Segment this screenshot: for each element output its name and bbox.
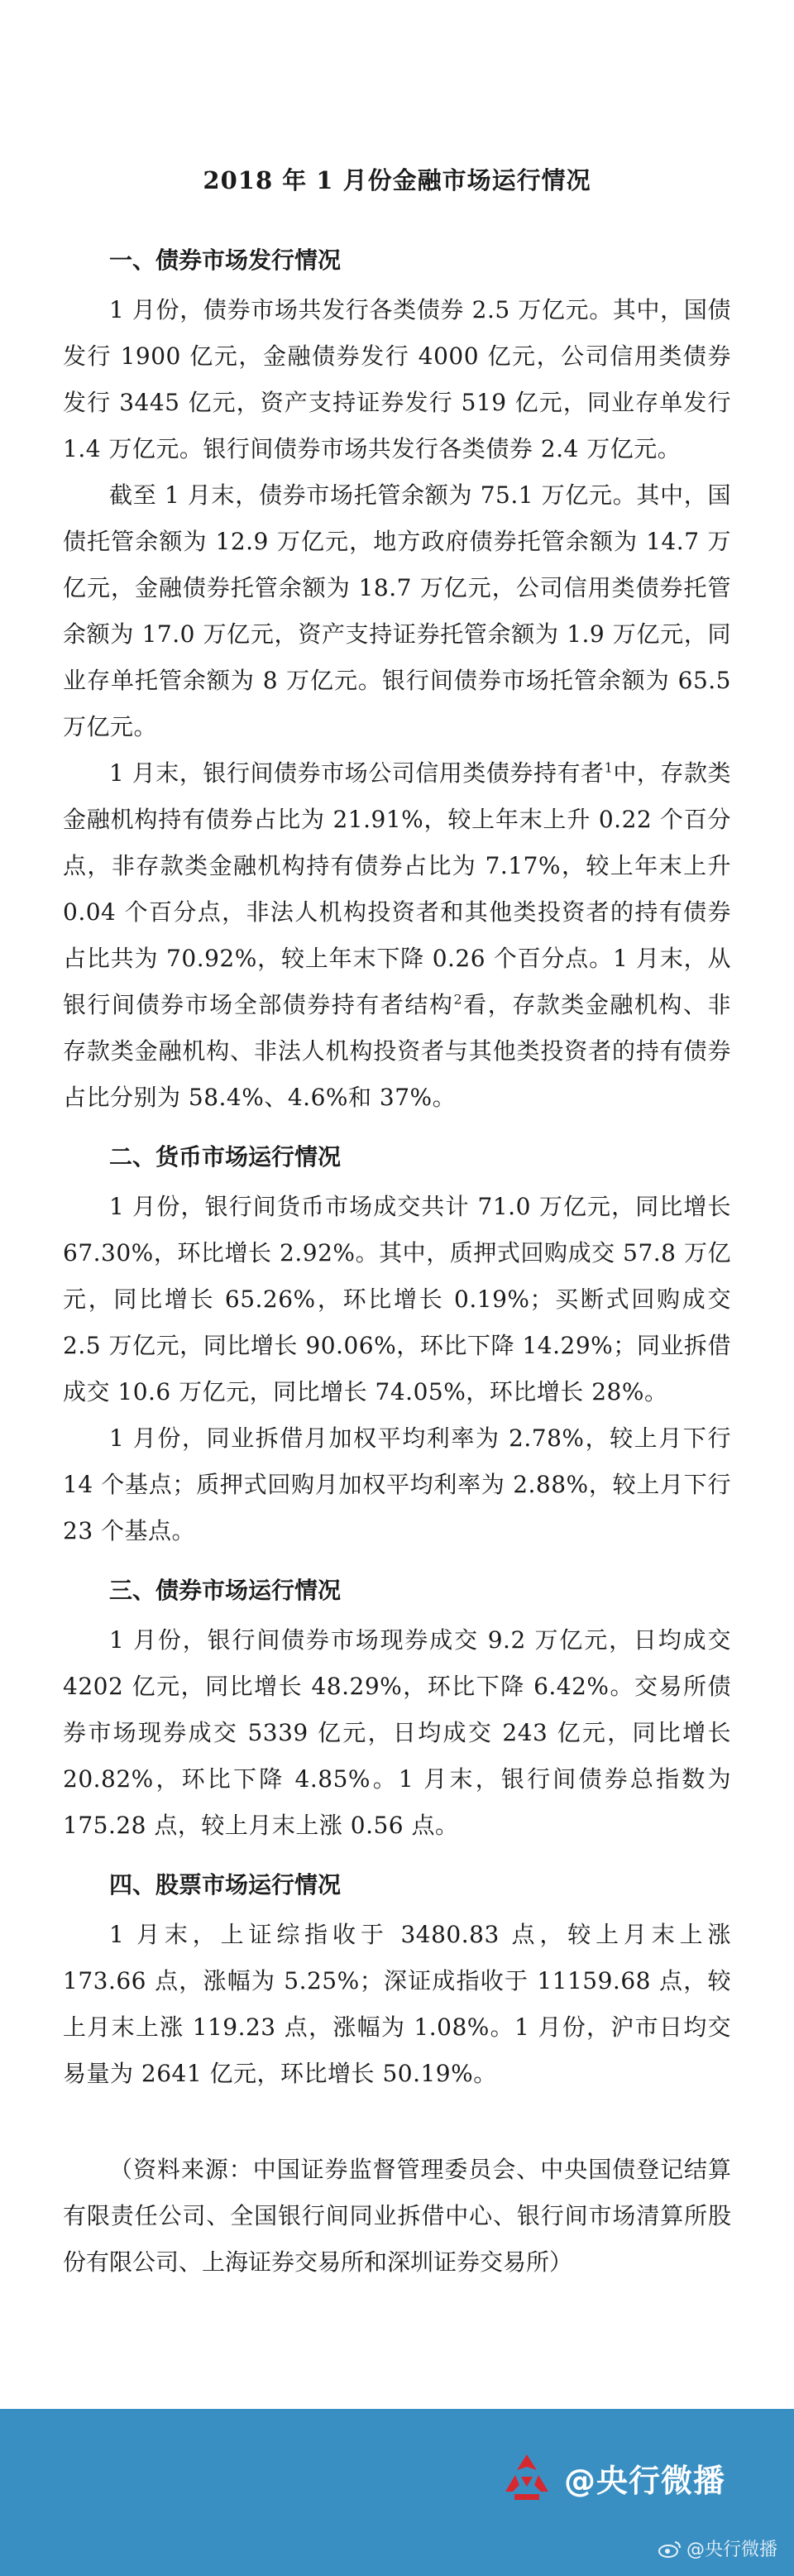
weibo-watermark-text: @央行微播 bbox=[686, 2540, 777, 2560]
weibo-watermark bbox=[658, 2535, 777, 2561]
paragraph-text: 看，存款类金融机构、非存款类金融机构、非法人机构投资者与其他类投资者的持有债券占比分别为 58.4%、4.6%和 37%。 bbox=[63, 991, 731, 1111]
footer-banner bbox=[0, 2409, 794, 2576]
paragraph: 1 月末，上证综指收于 3480.83 点，较上月末上涨 173.66 点，涨幅为 5.25%；深证成指收于 11159.68 点，较上月末上涨 119.23 点，涨幅为 1.08%。1 月份，沪市日均交易量为 2641 亿元，环比增长 50.19%。 bbox=[63, 1921, 731, 2087]
footnote-marker: 1 bbox=[604, 759, 614, 776]
paragraph: 1 月份，银行间债券市场现券成交 9.2 万亿元，日均成交 4202 亿元，同比增长 48.29%，环比下降 6.42%。交易所债券市场现券成交 5339 亿元，日均成交 243 亿元，同比增长 20.82%，环比下降 4.85%。1 月末，银行间债券总指数为 175.28 点，较上月末上涨 0.56 点。 bbox=[63, 1626, 731, 1839]
paragraph-text: 1 月末，银行间债券市场公司信用类债券持有者 bbox=[109, 759, 605, 787]
section-heading-money-market: 二、货币市场运行情况 bbox=[109, 1143, 342, 1171]
section-heading-bond-trading: 三、债券市场运行情况 bbox=[109, 1577, 342, 1604]
paragraph: 1 月份，银行间货币市场成交共计 71.0 万亿元，同比增长 67.30%，环比增长 2.92%。其中，质押式回购成交 57.8 万亿元，同比增长 65.26%，环比增长 0.19%；买断式回购成交 2.5 万亿元，同比增长 90.06%，环比下降 14.29%；同业拆借成交 10.6 万亿元，同比增长 74.05%，环比增长 28%。 bbox=[63, 1193, 731, 1405]
section-heading-bond-issuance: 一、债券市场发行情况 bbox=[109, 247, 342, 274]
brand-name: @央行微播 bbox=[564, 2462, 726, 2499]
pboc-logo-icon bbox=[501, 2452, 552, 2503]
section-heading-stock-market: 四、股票市场运行情况 bbox=[109, 1871, 342, 1898]
footnote-marker: 2 bbox=[453, 991, 463, 1008]
document-title: 2018 年 1 月份金融市场运行情况 bbox=[203, 166, 591, 194]
brand bbox=[501, 2452, 725, 2503]
paragraph: 1 月份，债券市场共发行各类债券 2.5 万亿元。其中，国债发行 1900 亿元，金融债券发行 4000 亿元，公司信用类债券发行 3445 亿元，资产支持证券发行 519 亿元，同业存单发行 1.4 万亿元。银行间债券市场共发行各类债券 2.4 万亿元。 bbox=[63, 296, 731, 462]
weibo-icon bbox=[658, 2540, 682, 2558]
paragraph: 截至 1 月末，债券市场托管余额为 75.1 万亿元。其中，国债托管余额为 12.9 万亿元，地方政府债券托管余额为 14.7 万亿元，金融债券托管余额为 18.7 万亿元，公司信用类债券托管余额为 17.0 万亿元，资产支持证券托管余额为 1.9 万亿元，同业存单托管余额为 8 万亿元。银行间债券市场托管余额为 65.5 万亿元。 bbox=[63, 481, 731, 740]
paragraph-text: 中，存款类金融机构持有债券占比为 21.91%，较上年末上升 0.22 个百分点，非存款类金融机构持有债券占比为 7.17%，较上年末上升 0.04 个百分点，非法人机构投资者和其他类投资者的持有债券占比共为 70.92%，较上年末下降 0.26 个百分点。1 月末，从银行间债券市场全部债券持有者结构 bbox=[63, 759, 731, 1018]
paragraph: 1 月份，同业拆借月加权平均利率为 2.78%，较上月下行 14 个基点；质押式回购月加权平均利率为 2.88%，较上月下行 23 个基点。 bbox=[63, 1424, 731, 1544]
data-source-note: （资料来源：中国证券监督管理委员会、中央国债登记结算有限责任公司、全国银行间同业拆借中心、银行间市场清算所股份有限公司、上海证券交易所和深圳证券交易所） bbox=[63, 2156, 731, 2276]
paragraph bbox=[63, 750, 731, 1121]
